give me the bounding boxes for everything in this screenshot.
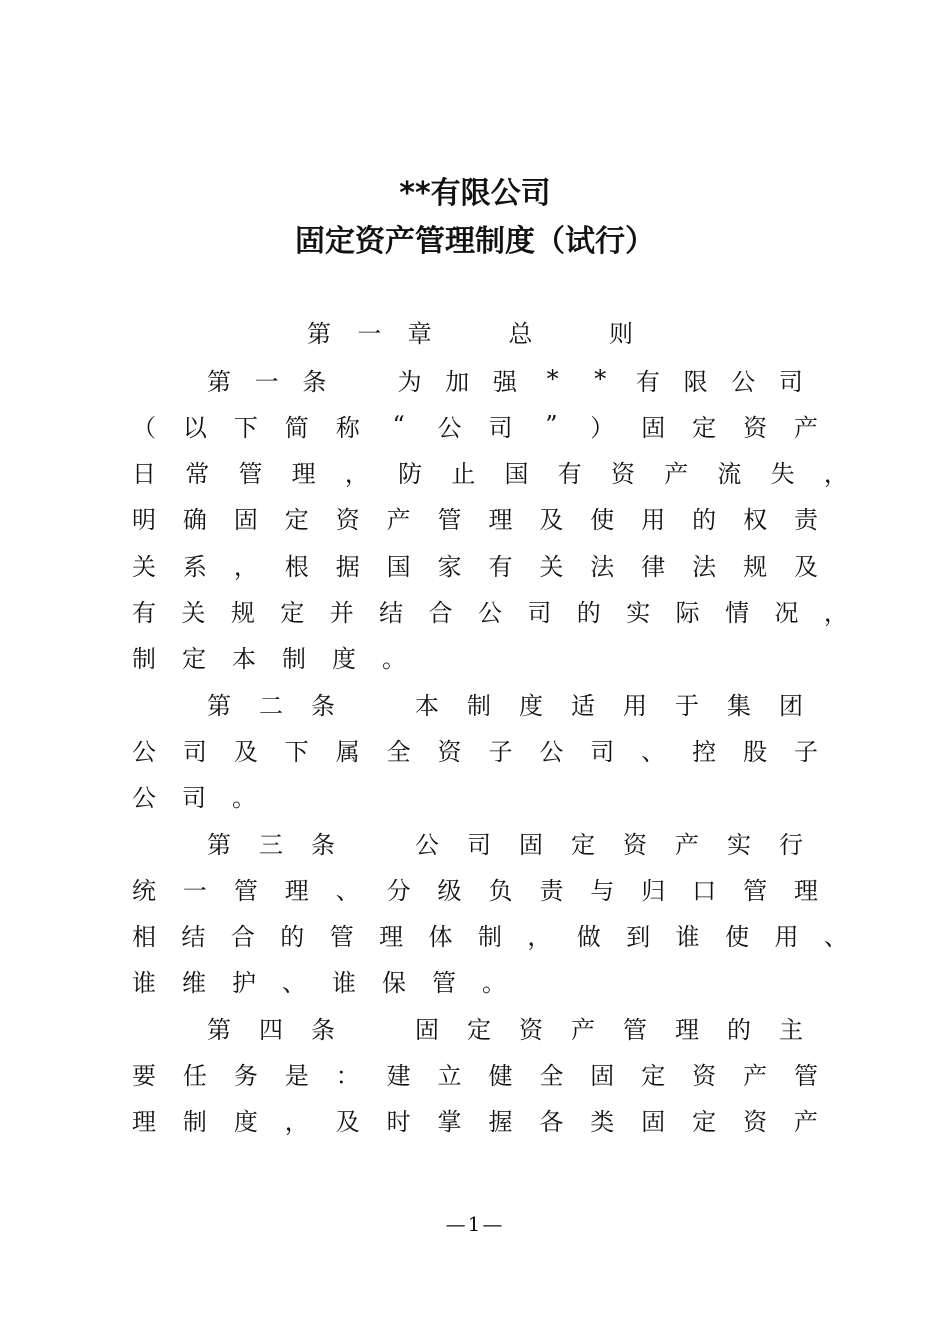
text-char: 关: [539, 552, 564, 581]
text-char: 定: [692, 413, 717, 442]
text-char: 称: [335, 413, 360, 442]
text-char: 度: [519, 691, 543, 720]
text-char: 使: [590, 506, 615, 535]
text-char: 强: [492, 367, 517, 396]
body-text-line: [130, 1051, 820, 1097]
text-char: 制: [182, 1108, 207, 1137]
text-char: 子: [793, 737, 818, 766]
text-char: 司: [182, 737, 207, 766]
text-char: 定: [280, 599, 305, 627]
text-char: 有: [132, 599, 156, 627]
text-char: 掌: [437, 1108, 462, 1137]
text-char: 产: [664, 460, 689, 489]
text-char: 常: [185, 460, 210, 489]
text-char: 。: [232, 784, 256, 813]
body-text-line: [130, 402, 820, 448]
text-char: 股: [743, 737, 768, 766]
text-char: 家: [437, 552, 462, 581]
text-char: 实: [727, 830, 751, 859]
text-char: 公: [415, 830, 439, 859]
text-char: 定: [692, 1108, 717, 1137]
body-text-line: [130, 912, 850, 958]
body-text-line: [130, 588, 850, 634]
text-char: 流: [717, 460, 742, 489]
text-char: 固: [590, 1062, 615, 1090]
text-char: “: [392, 411, 405, 440]
text-char: 定: [182, 645, 206, 674]
text-char: 制: [467, 691, 491, 720]
text-char: 责: [793, 506, 818, 535]
text-char: 体: [428, 923, 453, 952]
text-char: 况: [774, 599, 799, 627]
text-char: 资: [692, 1062, 717, 1090]
text-char: 及: [335, 1108, 360, 1137]
text-char: 类: [590, 1108, 615, 1137]
text-char: 二: [259, 691, 283, 720]
text-char: 情: [725, 599, 750, 627]
text-char: 结: [181, 923, 206, 952]
text-char: 各: [539, 1108, 564, 1137]
text-char: 司: [527, 599, 552, 627]
text-char: [361, 686, 389, 721]
text-char: 制: [477, 923, 502, 952]
body-text-line: [130, 865, 820, 911]
text-char: 全: [539, 1062, 564, 1090]
text-char: 管: [238, 460, 263, 489]
text-char: 时: [386, 1108, 411, 1137]
text-char: 及: [233, 737, 258, 766]
text-char: 公: [539, 737, 564, 766]
text-char: 止: [451, 460, 476, 489]
body-text-line: [130, 634, 820, 680]
article-first-line: [205, 819, 805, 865]
body-text-line: [130, 495, 820, 541]
text-char: 关: [181, 599, 206, 627]
text-char: ：: [335, 1062, 360, 1090]
text-char: 。: [482, 969, 506, 998]
text-char: 一: [254, 367, 279, 396]
text-char: ，: [823, 460, 848, 489]
text-char: 确: [182, 506, 207, 535]
text-char: 公: [132, 737, 156, 766]
text-char: 务: [233, 1062, 258, 1090]
text-char: 定: [641, 1062, 666, 1090]
text-char: [361, 1010, 389, 1045]
body-text-line: [130, 958, 820, 1004]
text-char: 理: [488, 506, 513, 535]
text-char: 团: [779, 691, 803, 720]
text-char: 归: [641, 876, 666, 905]
text-char: 制: [282, 645, 306, 674]
text-char: 第: [207, 830, 231, 859]
body-text-line: [130, 1097, 820, 1143]
text-char: 据: [335, 552, 360, 581]
body-text-line: [130, 773, 820, 819]
text-char: 第: [307, 319, 331, 348]
article-first-line: [205, 1004, 805, 1050]
text-char: 结: [379, 599, 404, 627]
body-text-line: [130, 726, 820, 772]
text-char: 理: [291, 460, 316, 489]
text-char: 的: [692, 506, 717, 535]
text-char: 简: [284, 413, 309, 442]
text-char: 关: [132, 552, 156, 581]
text-char: 四: [259, 1015, 283, 1044]
text-char: 国: [386, 552, 411, 581]
text-char: 使: [725, 923, 750, 952]
text-char: [348, 362, 376, 397]
text-char: 公: [731, 367, 756, 396]
text-char: [456, 314, 484, 349]
text-char: ，: [344, 460, 369, 489]
text-char: 任: [182, 1062, 207, 1090]
text-char: 固: [641, 413, 666, 442]
text-char: ，: [233, 552, 258, 581]
text-char: 国: [504, 460, 529, 489]
text-char: 限: [683, 367, 708, 396]
text-char: 建: [386, 1062, 411, 1090]
text-char: 法: [590, 552, 615, 581]
text-char: 与: [590, 876, 615, 905]
text-char: 管: [329, 923, 354, 952]
text-char: 下: [233, 413, 258, 442]
text-char: 总: [508, 319, 533, 348]
text-char: ，: [284, 1108, 309, 1137]
page-number: —1—: [445, 1212, 505, 1236]
text-char: 、: [335, 876, 360, 905]
article-first-line: [205, 680, 805, 726]
text-char: 第: [207, 367, 231, 396]
text-char: 防: [398, 460, 423, 489]
text-char: *: [546, 365, 559, 393]
text-char: 全: [386, 737, 411, 766]
text-char: 产: [675, 830, 699, 859]
text-char: 定: [571, 830, 595, 859]
text-char: 司: [467, 830, 491, 859]
text-char: 控: [692, 737, 717, 766]
text-char: 健: [488, 1062, 513, 1090]
text-char: 制: [132, 645, 156, 674]
text-char: 要: [132, 1062, 156, 1090]
article-first-line: [205, 356, 805, 402]
text-char: 的: [576, 599, 601, 627]
text-char: 度: [332, 645, 356, 674]
text-char: 有: [635, 367, 660, 396]
text-char: 法: [692, 552, 717, 581]
text-char: 规: [743, 552, 768, 581]
company-title: **有限公司: [399, 176, 551, 211]
text-char: 产: [793, 1108, 818, 1137]
text-char: 定: [284, 506, 309, 535]
text-char: 用: [774, 923, 799, 952]
text-char: 管: [623, 1015, 647, 1044]
text-char: 资: [743, 413, 768, 442]
text-char: 理: [379, 923, 404, 952]
text-char: 管: [743, 876, 768, 905]
text-char: 的: [280, 923, 305, 952]
document-title: 固定资产管理制度（试行）: [295, 224, 655, 259]
text-char: ”: [545, 411, 558, 440]
text-char: ，: [527, 923, 552, 952]
text-char: 管: [233, 876, 258, 905]
text-char: 的: [727, 1015, 751, 1044]
text-char: 集: [727, 691, 751, 720]
text-char: 主: [779, 1015, 803, 1044]
text-char: 管: [793, 1062, 818, 1090]
text-char: 负: [488, 876, 513, 905]
text-char: 统: [132, 876, 156, 905]
text-char: 子: [488, 737, 513, 766]
text-char: 固: [641, 1108, 666, 1137]
text-char: 理: [132, 1108, 156, 1137]
text-char: 固: [519, 830, 543, 859]
text-char: 分: [386, 876, 411, 905]
text-char: 到: [626, 923, 651, 952]
text-char: 第: [207, 1015, 231, 1044]
text-char: 司: [182, 784, 206, 813]
text-char: 属: [335, 737, 360, 766]
text-char: 产: [571, 1015, 595, 1044]
text-char: 固: [415, 1015, 439, 1044]
text-char: 条: [311, 830, 335, 859]
text-char: *: [594, 365, 607, 393]
text-char: 。: [382, 645, 406, 674]
text-char: 谁: [675, 923, 700, 952]
text-char: 相: [132, 923, 156, 952]
text-char: ，: [823, 599, 848, 627]
text-char: 实: [626, 599, 651, 627]
text-char: 谁: [332, 969, 356, 998]
text-char: 三: [259, 830, 283, 859]
text-char: 理: [675, 1015, 699, 1044]
text-char: 合: [230, 923, 255, 952]
text-char: 责: [539, 876, 564, 905]
text-char: ）: [590, 413, 615, 442]
text-char: 资: [623, 830, 647, 859]
text-char: 公: [477, 599, 502, 627]
text-char: 及: [793, 552, 818, 581]
text-char: 是: [284, 1062, 309, 1090]
text-char: 权: [743, 506, 768, 535]
text-char: 条: [311, 691, 335, 720]
text-char: 有: [557, 460, 582, 489]
text-char: 下: [284, 737, 309, 766]
text-char: 并: [329, 599, 354, 627]
text-char: 握: [488, 1108, 513, 1137]
text-char: 加: [445, 367, 470, 396]
text-char: 级: [437, 876, 462, 905]
text-char: [557, 314, 585, 349]
text-char: 条: [311, 1015, 335, 1044]
text-char: 为: [397, 367, 422, 396]
text-char: 用: [641, 506, 666, 535]
text-char: 理: [793, 876, 818, 905]
text-char: 则: [608, 319, 633, 348]
text-char: 资: [743, 1108, 768, 1137]
text-char: 定: [467, 1015, 491, 1044]
text-char: 产: [386, 506, 411, 535]
text-char: 管: [437, 506, 462, 535]
body-text-line: [130, 449, 850, 495]
text-char: 失: [770, 460, 795, 489]
text-char: 、: [641, 737, 666, 766]
text-char: 口: [692, 876, 717, 905]
text-char: 于: [675, 691, 699, 720]
text-char: 用: [623, 691, 647, 720]
text-char: 司: [590, 737, 615, 766]
text-char: 第: [207, 691, 231, 720]
text-char: 合: [428, 599, 453, 627]
text-char: 系: [182, 552, 207, 581]
text-char: 有: [488, 552, 513, 581]
text-char: 一: [182, 876, 207, 905]
text-char: 行: [779, 830, 803, 859]
text-char: 保: [382, 969, 406, 998]
text-char: 资: [437, 737, 462, 766]
text-char: 、: [823, 923, 848, 952]
text-char: 做: [576, 923, 601, 952]
text-char: 以: [182, 413, 207, 442]
text-char: 及: [539, 506, 564, 535]
text-char: 根: [284, 552, 309, 581]
text-char: 谁: [132, 969, 156, 998]
text-char: [361, 825, 389, 860]
text-char: 适: [571, 691, 595, 720]
text-char: 护: [232, 969, 256, 998]
body-text-line: [130, 541, 820, 587]
text-char: 司: [778, 367, 803, 396]
text-char: 条: [302, 367, 327, 396]
text-char: 、: [282, 969, 306, 998]
text-char: 度: [233, 1108, 258, 1137]
text-char: 公: [132, 784, 156, 813]
text-char: 管: [432, 969, 456, 998]
text-char: 公: [437, 413, 462, 442]
text-char: 规: [230, 599, 255, 627]
text-char: 章: [407, 319, 432, 348]
text-char: 固: [233, 506, 258, 535]
text-char: 本: [232, 645, 256, 674]
text-char: 资: [335, 506, 360, 535]
text-char: 本: [415, 691, 439, 720]
text-char: 产: [793, 413, 818, 442]
text-char: 明: [132, 506, 156, 535]
text-char: 资: [610, 460, 635, 489]
text-char: 立: [437, 1062, 462, 1090]
text-char: 律: [641, 552, 666, 581]
text-char: 维: [182, 969, 206, 998]
text-char: 一: [357, 319, 382, 348]
text-char: （: [132, 413, 156, 442]
text-char: 产: [743, 1062, 768, 1090]
chapter-heading: [305, 308, 635, 354]
text-char: 理: [284, 876, 309, 905]
text-char: 资: [519, 1015, 543, 1044]
text-char: 司: [488, 413, 513, 442]
text-char: 际: [675, 599, 700, 627]
text-char: 日: [132, 460, 156, 489]
